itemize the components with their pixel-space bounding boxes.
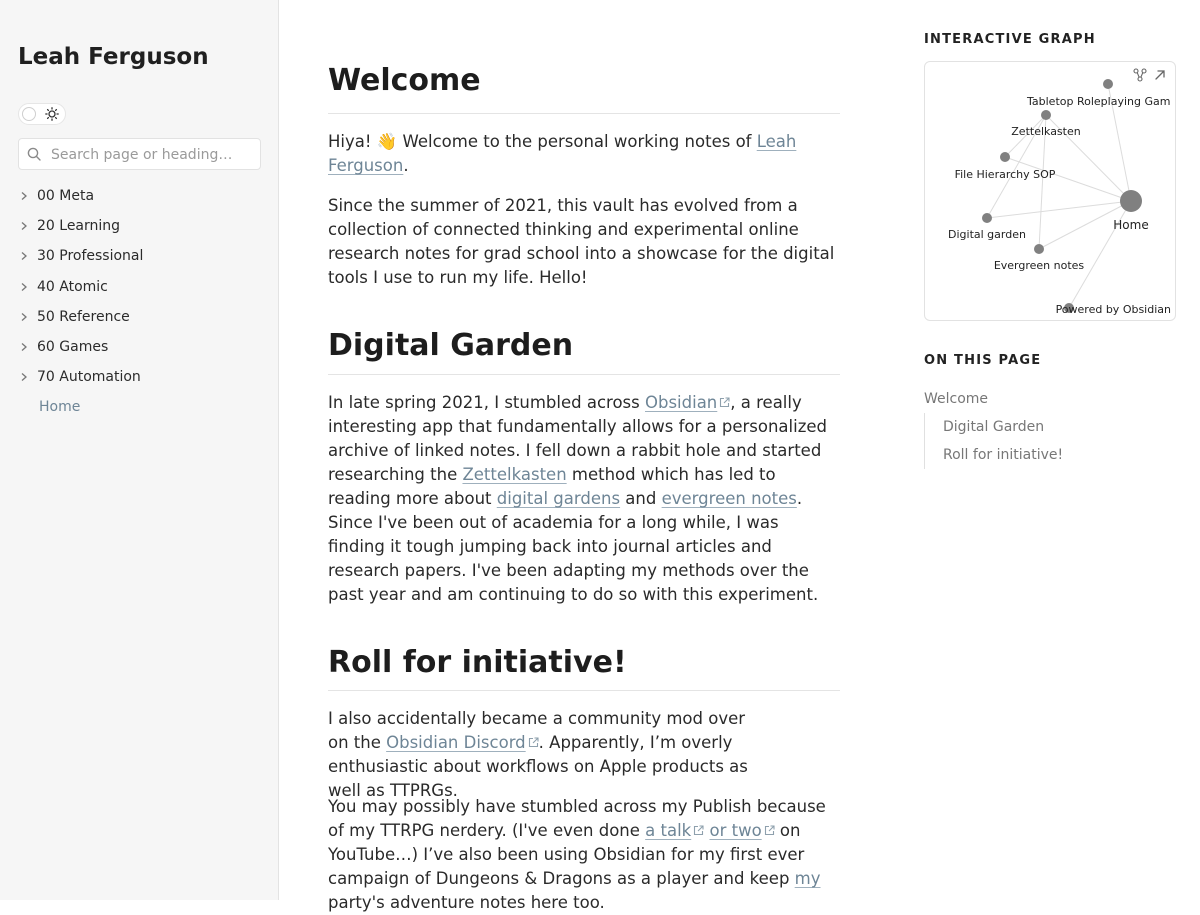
- sidebar-item-home[interactable]: [18, 392, 263, 422]
- table-of-contents: [924, 385, 1176, 469]
- chevron-right-icon: [19, 282, 29, 292]
- external-link-icon: [693, 825, 704, 836]
- link-text: Obsidian: [645, 393, 718, 412]
- sidebar-item-label: 40 Atomic: [37, 278, 108, 295]
- sidebar-item-label: 20 Learning: [37, 218, 121, 235]
- link-text: Obsidian Discord: [386, 733, 526, 752]
- sidebar-item-label: 50 Reference: [37, 308, 130, 325]
- chevron-right-icon: [19, 251, 29, 261]
- graph-label-file-hierarchy: File Hierarchy SOP: [954, 168, 1056, 181]
- chevron-right-icon: [19, 342, 29, 352]
- text-run: and: [620, 489, 662, 508]
- graph-node-evergreen: [1034, 244, 1044, 254]
- graph-node-home: [1120, 190, 1142, 212]
- heading-divider: [328, 374, 840, 375]
- page-title: Welcome: [328, 63, 481, 98]
- text-run: You may possibly have stumbled across my Publish because of my TTRPG nerdery. (I've even done: [328, 797, 826, 840]
- digital-gardens-link[interactable]: digital gardens: [496, 489, 621, 508]
- graph-node-ttrpg: [1103, 79, 1113, 89]
- sidebar-item-label: 70 Automation: [37, 369, 141, 386]
- community-paragraph: [328, 707, 768, 803]
- interactive-graph[interactable]: [924, 61, 1176, 321]
- text-run: party's adventure notes here too.: [328, 893, 605, 912]
- toc-title: ON THIS PAGE: [924, 353, 1042, 368]
- heading-divider: [328, 113, 840, 114]
- sidebar-item-automation[interactable]: [18, 362, 263, 392]
- theme-toggle[interactable]: [18, 103, 66, 125]
- text-run: .: [403, 156, 409, 175]
- sidebar-item-label: 00 Meta: [37, 188, 95, 205]
- link-text: or two: [709, 821, 762, 840]
- obsidian-discord-link[interactable]: [386, 733, 539, 752]
- search-box[interactable]: [18, 138, 261, 170]
- text-run: . Since I've been out of academia for a long while, I was finding it tough jumping back into journal articles and research papers. I've been adapting my methods over the past year and am continuing to do so with this experiment.: [328, 489, 819, 604]
- sidebar-item-reference[interactable]: [18, 302, 263, 332]
- graph-label-zettelkasten: Zettelkasten: [1011, 125, 1081, 138]
- text-run: on YouTube…) I’ve also been using Obsidian for my first ever campaign of Dungeons & Dragons as a player and keep: [328, 821, 805, 888]
- author-link[interactable]: Leah Ferguson: [328, 132, 797, 175]
- talk-link[interactable]: [645, 821, 704, 840]
- link-text: a talk: [645, 821, 692, 840]
- search-icon: [27, 147, 41, 161]
- toc-item-roll-for-initiative[interactable]: Roll for initiative!: [924, 441, 1176, 469]
- chevron-right-icon: [19, 312, 29, 322]
- garden-paragraph: [328, 391, 840, 607]
- toggle-knob: [22, 107, 36, 121]
- search-input[interactable]: [49, 144, 258, 166]
- obsidian-link[interactable]: [645, 393, 730, 412]
- text-run: . Apparently, I’m overly enthusiastic about workflows on Apple products as well as TTPRGs.: [328, 733, 748, 800]
- intro-paragraph: Since the summer of 2021, this vault has evolved from a collection of connected thinking and experimental online research notes for grad school into a showcase for the digital tools I use to run my life. Hello!: [328, 196, 835, 287]
- external-link-icon: [719, 397, 730, 408]
- sidebar-item-learning[interactable]: [18, 211, 263, 241]
- graph-label-ttrpg: Tabletop Roleplaying Gam: [1027, 95, 1171, 108]
- graph-node-file-hierarchy: [1000, 152, 1010, 162]
- sidebar-nav: [18, 181, 263, 423]
- chevron-right-icon: [19, 221, 29, 231]
- sidebar-item-games[interactable]: [18, 332, 263, 362]
- section-heading-roll-for-initiative: Roll for initiative!: [328, 645, 627, 680]
- toc-item-welcome[interactable]: Welcome: [924, 391, 989, 407]
- external-link-icon: [764, 825, 775, 836]
- graph-toolbar: [1133, 68, 1167, 82]
- sidebar-item-label: 60 Games: [37, 339, 109, 356]
- graph-node-digital-garden: [982, 213, 992, 223]
- text-run: method which has led to reading more about: [328, 465, 776, 508]
- ttrpg-paragraph: [328, 795, 840, 915]
- graph-label-evergreen: Evergreen notes: [993, 259, 1085, 272]
- sun-icon: [45, 107, 59, 121]
- graph-node-zettelkasten: [1041, 110, 1051, 120]
- section-heading-digital-garden: Digital Garden: [328, 328, 574, 363]
- sidebar-item-meta[interactable]: [18, 181, 263, 211]
- sidebar-item-professional[interactable]: [18, 241, 263, 271]
- chevron-right-icon: [19, 191, 29, 201]
- sidebar-item-label: 30 Professional: [37, 248, 144, 265]
- graph-label-powered: Powered by Obsidian: [1055, 303, 1171, 316]
- graph-title: INTERACTIVE GRAPH: [924, 32, 1096, 47]
- sidebar: [0, 0, 279, 900]
- welcome-paragraph: [328, 130, 840, 178]
- graph-label-home: Home: [1113, 218, 1149, 232]
- expand-arrow-icon[interactable]: [1153, 68, 1167, 82]
- text-run: , a really interesting app that fundamentally allows for a personalized archive of linked notes. I fell down a rabbit hole and started researching the: [328, 393, 827, 484]
- graph-edges: [987, 84, 1131, 308]
- graph-edge: [987, 201, 1131, 218]
- heading-divider: [328, 690, 840, 691]
- text-run: Hiya! 👋 Welcome to the personal working notes of: [328, 132, 757, 151]
- global-graph-icon[interactable]: [1133, 68, 1147, 82]
- zettelkasten-link[interactable]: Zettelkasten: [462, 465, 567, 484]
- chevron-right-icon: [19, 372, 29, 382]
- second-talk-link[interactable]: [709, 821, 774, 840]
- sidebar-item-label: Home: [39, 399, 81, 416]
- sidebar-item-atomic[interactable]: [18, 272, 263, 302]
- graph-label-digital-garden: Digital garden: [948, 228, 1026, 241]
- toc-item-digital-garden[interactable]: Digital Garden: [924, 413, 1176, 441]
- graph-canvas[interactable]: [925, 62, 1176, 321]
- campaign-notes-link[interactable]: my: [794, 869, 821, 888]
- evergreen-notes-link[interactable]: evergreen notes: [661, 489, 797, 508]
- text-run: In late spring 2021, I stumbled across: [328, 393, 645, 412]
- external-link-icon: [528, 737, 539, 748]
- site-title[interactable]: Leah Ferguson: [18, 44, 209, 70]
- text-run: I also accidentally became a community mod over on the: [328, 709, 746, 752]
